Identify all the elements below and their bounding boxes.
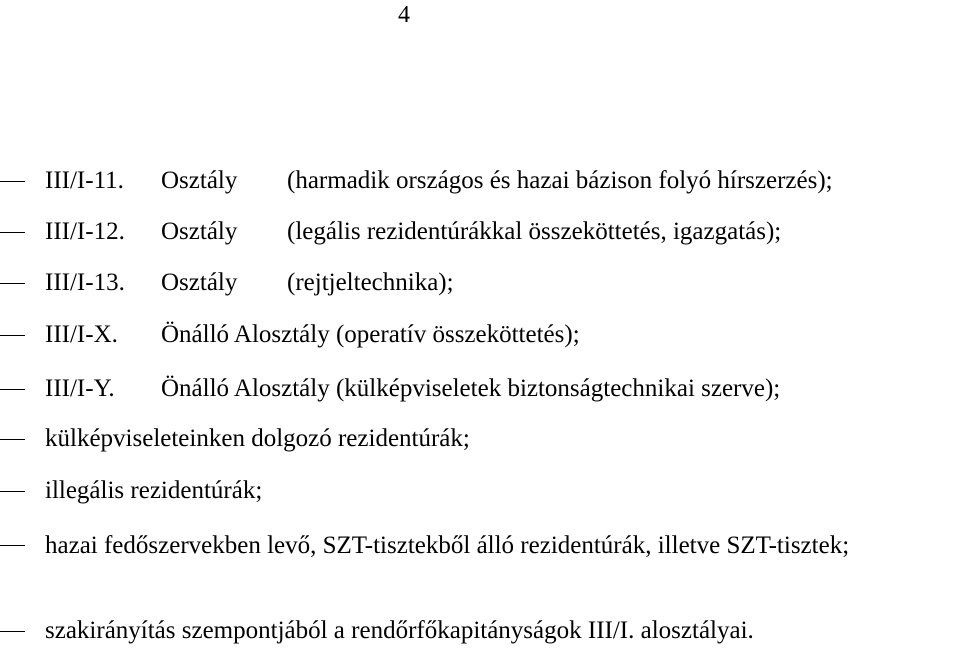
unit-description: (legális rezidentúrákkal összeköttetés, igazgatás); [287, 218, 782, 245]
bullet-text: szakirányítás szempontjából a rendőrfőkapitányságok III/I. alosztályai. [45, 617, 754, 644]
unit-code: III/I-Y. [45, 375, 115, 402]
unit-code: III/I-X. [45, 321, 118, 348]
unit-type: Osztály [161, 218, 238, 245]
dash-bullet [0, 439, 25, 440]
unit-type: Önálló Alosztály (külképviseletek biztonságtechnikai szerve); [161, 375, 781, 402]
dash-bullet [0, 181, 25, 182]
dash-bullet [0, 335, 25, 336]
unit-description: (harmadik országos és hazai bázison folyó hírszerzés); [287, 167, 833, 194]
bullet-item [0, 530, 960, 594]
unit-type: Önálló Alosztály (operatív összeköttetés); [161, 321, 580, 348]
unit-type: Osztály [161, 269, 238, 296]
bullet-text: illegális rezidentúrák; [45, 477, 263, 504]
unit-code: III/I-11. [45, 167, 124, 194]
page-number: 4 [398, 2, 410, 28]
bullet-text: külképviseleteinken dolgozó rezidentúrák; [45, 425, 470, 452]
unit-code: III/I-12. [45, 218, 125, 245]
unit-description: (rejtjeltechnika); [287, 269, 454, 296]
unit-type: Osztály [161, 167, 238, 194]
dash-bullet [0, 631, 25, 632]
dash-bullet [0, 389, 25, 390]
dash-bullet [0, 232, 25, 233]
dash-bullet [0, 491, 25, 492]
dash-bullet [0, 545, 25, 546]
bullet-text: hazai fedőszervekben levő, SZT-tisztekből álló rezidentúrák, illetve SZT-tisztek; [45, 532, 850, 559]
unit-code: III/I-13. [45, 269, 125, 296]
dash-bullet [0, 283, 25, 284]
